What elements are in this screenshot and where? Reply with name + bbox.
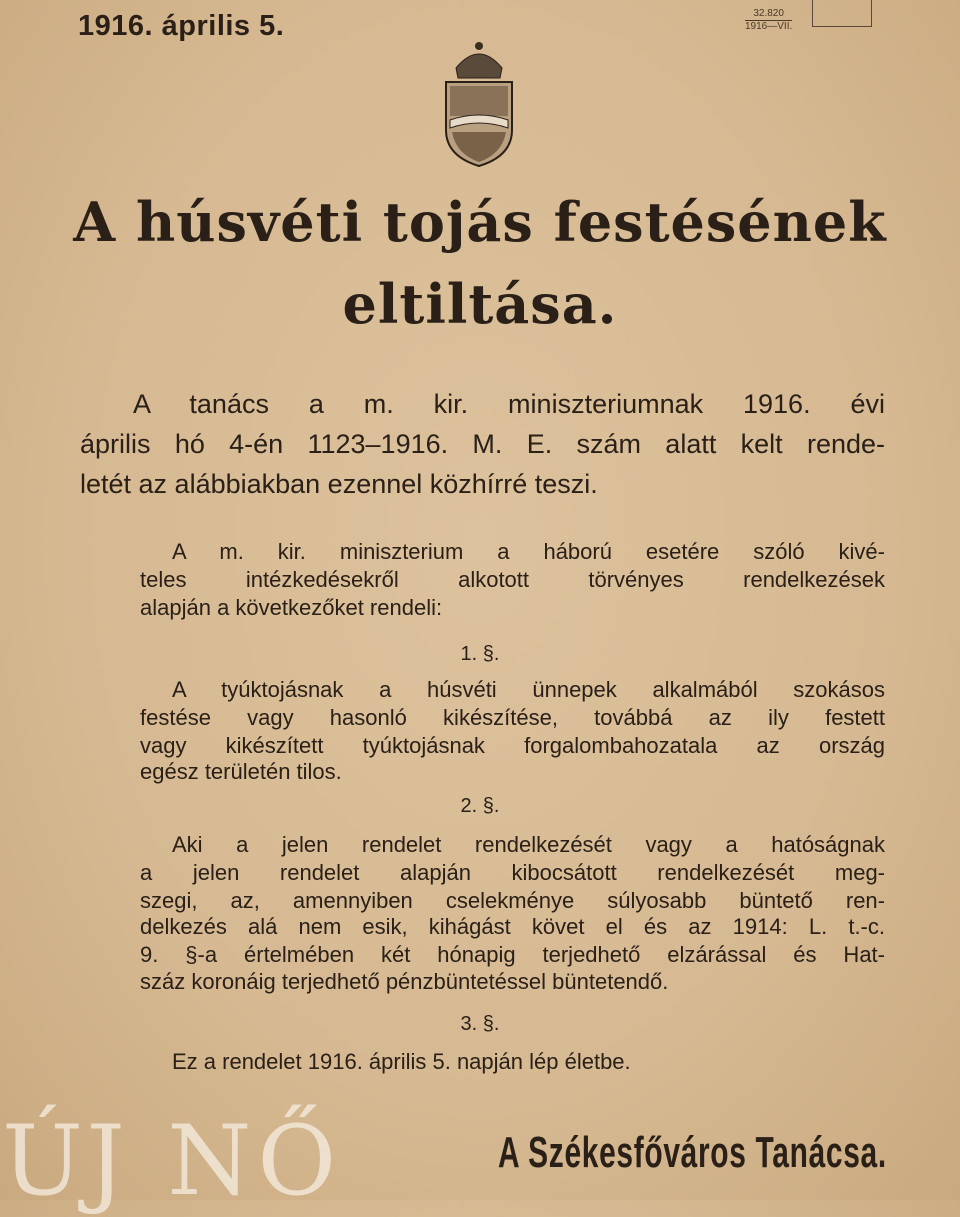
section-2-line: delkezés alá nem esik, kihágást követ el és az 1914: L. t.-c.: [140, 914, 885, 939]
section-3-line: Ez a rendelet 1916. április 5. napján lép életbe.: [172, 1049, 631, 1074]
section-heading-3: 3. §.: [460, 1013, 500, 1035]
section-2-line: 9. §-a értelmében két hónapig terjedhető elzárással és Hat-: [140, 942, 885, 967]
section-heading-1: 1. §.: [460, 643, 500, 665]
title-line-2: eltiltása.: [342, 272, 618, 336]
registration-number: [745, 8, 792, 33]
reg-number-top: 32.820: [745, 8, 792, 21]
title-line-1: A húsvéti tojás festésének: [73, 190, 887, 254]
section-1-line: festése vagy hasonló kikészítése, továbbá az ily festett: [140, 705, 885, 730]
signature: A Székesfőváros Tanácsa.: [498, 1128, 887, 1177]
section-heading-2: 2. §.: [460, 795, 500, 817]
reg-number-bottom: 1916—VII.: [745, 21, 793, 32]
coat-of-arms-icon: [442, 38, 516, 168]
preamble-line: teles intézkedésekről alkotott törvényes rendelkezések: [140, 567, 885, 592]
watermark-logo: ÚJ NŐ: [2, 1105, 343, 1217]
section-1-line: egész területén tilos.: [140, 759, 342, 784]
section-2-line: a jelen rendelet alapján kibocsátott rendelkezését meg-: [140, 860, 885, 885]
section-2-line: szegi, az, amennyiben cselekménye súlyosabb büntető ren-: [140, 888, 885, 913]
poster-date: 1916. április 5.: [78, 10, 285, 42]
intro-line: április hó 4-én 1123–1916. M. E. szám alatt kelt rende-: [80, 429, 885, 459]
section-1-line: A tyúktojásnak a húsvéti ünnepek alkalmából szokásos: [172, 677, 885, 702]
section-2-line: száz koronáig terjedhető pénzbüntetéssel büntetendő.: [140, 969, 669, 994]
intro-line: A tanács a m. kir. miniszteriumnak 1916. évi: [133, 389, 885, 419]
section-2-line: Aki a jelen rendelet rendelkezését vagy a hatóságnak: [172, 832, 885, 857]
section-1-line: vagy kikészített tyúktojásnak forgalombahozatala az ország: [140, 733, 885, 758]
preamble-line: alapján a következőket rendeli:: [140, 595, 443, 620]
library-stamp: [812, 0, 872, 27]
preamble-line: A m. kir. miniszterium a háború esetére szóló kivé-: [172, 539, 885, 564]
intro-line: letét az alábbiakban ezennel közhírré teszi.: [80, 469, 598, 499]
